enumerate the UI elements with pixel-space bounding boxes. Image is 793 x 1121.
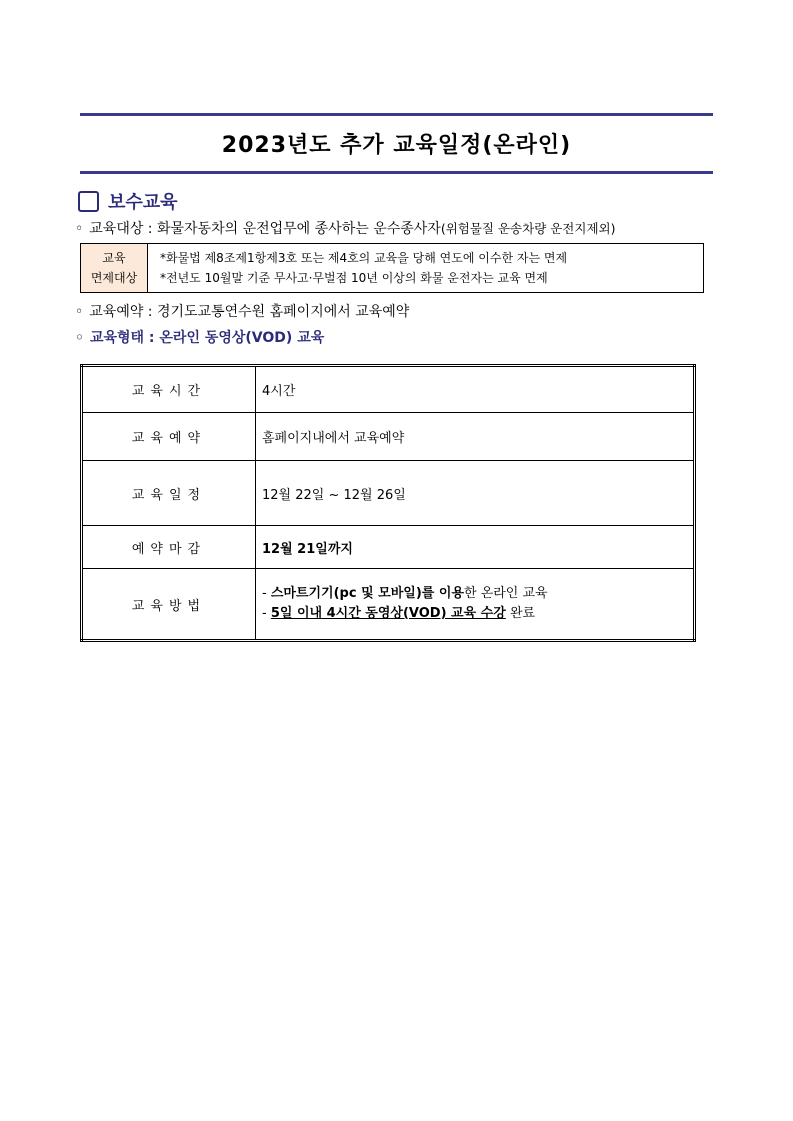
method-2-rest: 완료	[505, 606, 536, 621]
method-1-rest: 한 온라인 교육	[464, 586, 548, 601]
row-value	[256, 569, 695, 641]
table-row	[82, 461, 695, 526]
reservation-text: 교육예약 : 경기도교통연수원 홈페이지에서 교육예약	[89, 304, 410, 320]
row-label: 예약마감	[82, 526, 256, 569]
table-row	[82, 366, 695, 413]
row-label: 교육일정	[82, 461, 256, 526]
exemption-header-line2: 면제대상	[90, 271, 138, 285]
target-note: (위험물질 운송차량 운전지제외)	[440, 221, 616, 236]
bullet-icon: ◦	[75, 304, 84, 320]
method-1-bold: 스마트기기(pc 및 모바일)를 이용	[270, 586, 464, 601]
bullet-icon: ◦	[75, 221, 84, 237]
exemption-item-2: *전년도 10월말 기준 무사고·무벌점 10년 이상의 화물 운전자는 교육 면제	[160, 271, 548, 285]
row-value: 12월 21일까지	[256, 526, 695, 569]
method-line-2	[262, 604, 693, 624]
exemption-box	[80, 243, 704, 293]
table-row	[82, 526, 695, 569]
checkbox-square-icon	[78, 191, 99, 212]
schedule-table	[80, 364, 696, 642]
row-label: 교육시간	[82, 366, 256, 413]
row-label: 교육방법	[82, 569, 256, 641]
method-2-underline: 5일 이내 4시간 동영상(VOD) 교육 수강	[270, 606, 506, 621]
title-bottom-rule	[80, 171, 713, 174]
title-top-rule	[80, 113, 713, 116]
dash: -	[262, 586, 271, 601]
table-row	[82, 413, 695, 461]
table-row	[82, 569, 695, 641]
section-title: 보수교육	[108, 192, 178, 213]
dash: -	[262, 606, 271, 621]
exemption-body	[148, 244, 703, 292]
row-value: 12월 22일 ~ 12월 26일	[256, 461, 695, 526]
page-title: 2023년도 추가 교육일정(온라인)	[221, 133, 572, 158]
exemption-item-1: *화물법 제8조제1항제3호 또는 제4호의 교육을 당해 연도에 이수한 자는 면제	[160, 251, 568, 265]
bullet-icon: ◦	[75, 330, 84, 346]
format-line	[75, 327, 324, 347]
section-heading	[78, 188, 178, 214]
row-value: 홈페이지내에서 교육예약	[256, 413, 695, 461]
reservation-line	[75, 301, 409, 321]
target-line	[75, 218, 616, 238]
row-label: 교육예약	[82, 413, 256, 461]
exemption-header-line1: 교육	[102, 251, 126, 265]
format-text: 교육형태 : 온라인 동영상(VOD) 교육	[89, 330, 325, 346]
target-text: 교육대상 : 화물자동차의 운전업무에 종사하는 운수종사자	[89, 221, 441, 237]
exemption-header	[81, 244, 148, 292]
row-value: 4시간	[256, 366, 695, 413]
method-line-1	[262, 584, 693, 604]
